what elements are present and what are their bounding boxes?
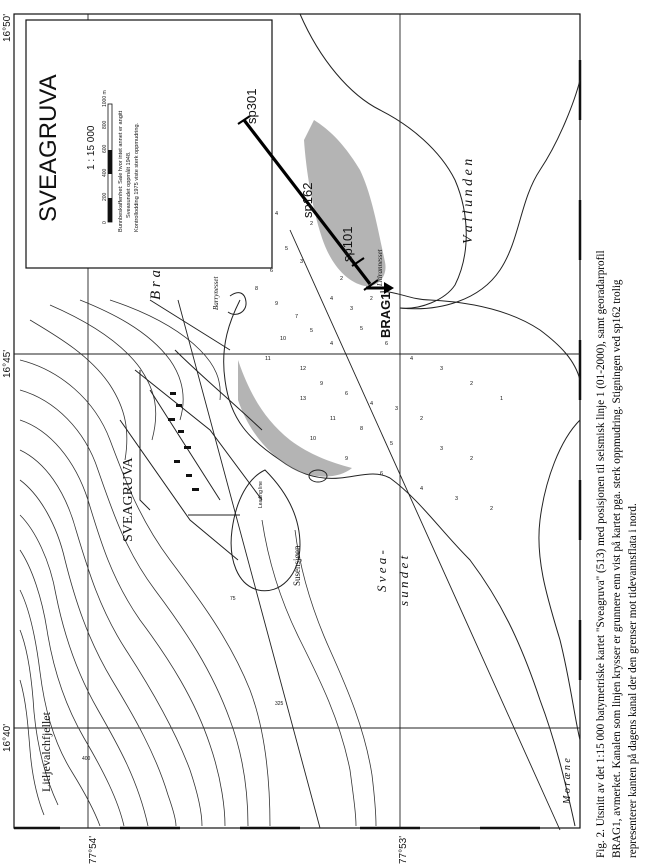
- svg-text:400: 400: [82, 756, 91, 762]
- scale-tick-400: 400: [102, 168, 108, 177]
- svg-text:5: 5: [360, 326, 364, 332]
- label-susensjoen: Susensjøen: [292, 545, 302, 586]
- caption-line-3: representerer kanten på dagens kanal der den grenser mot tidevannsflata i nord.: [627, 503, 639, 858]
- title-box: [26, 20, 272, 268]
- label-svea-2: s u n d e t: [396, 555, 411, 606]
- svg-text:10: 10: [310, 436, 317, 442]
- map-title: SVEAGRUVA: [35, 74, 62, 222]
- svg-text:11: 11: [265, 356, 271, 362]
- label-sp101: sp101: [340, 226, 355, 262]
- label-barrynesset: Barrynesset: [212, 276, 220, 310]
- svg-text:3: 3: [300, 259, 304, 265]
- coord-16-50: 16°50': [2, 13, 13, 42]
- label-sveagruva-map: SVEAGRUVA: [121, 457, 136, 542]
- scale-tick-0: 0: [102, 221, 108, 224]
- coord-16-40: 16°40': [2, 723, 13, 752]
- svg-text:9: 9: [320, 381, 324, 387]
- svg-text:2: 2: [370, 296, 373, 302]
- svg-text:2: 2: [470, 381, 474, 387]
- svg-text:5: 5: [285, 246, 289, 252]
- label-sp162: sp162: [300, 182, 315, 218]
- label-vallunden: V a l l u n d e n: [461, 158, 476, 244]
- svg-text:11: 11: [330, 416, 336, 422]
- caption-line-1: Fig. 2. Utsnitt av det 1:15 000 batymetriske kartet "Sveagruva" (513) med posisjonen til seismisk linje 1 (01-2000), samt georadarprofil: [595, 250, 607, 858]
- svg-text:1: 1: [500, 396, 504, 402]
- svg-text:9: 9: [275, 301, 279, 307]
- svg-text:4: 4: [330, 296, 334, 302]
- svg-text:3: 3: [455, 496, 459, 502]
- scale-bar-segment: [108, 198, 112, 222]
- coord-77-54: 77°54': [88, 835, 99, 864]
- svg-text:6: 6: [380, 471, 384, 477]
- svg-text:13: 13: [300, 396, 307, 402]
- sveagruva-buildings: [168, 392, 199, 491]
- susensjoen-lake: [231, 470, 300, 591]
- svg-text:3: 3: [440, 446, 444, 452]
- title-box-frame: [26, 20, 272, 268]
- svg-text:4: 4: [420, 486, 424, 492]
- svg-text:4: 4: [275, 211, 279, 217]
- land-contours: [20, 300, 376, 826]
- svg-text:3: 3: [395, 406, 399, 412]
- svg-text:2: 2: [490, 506, 494, 512]
- svg-text:325: 325: [275, 701, 284, 707]
- svg-text:6: 6: [385, 341, 389, 347]
- scale-tick-200: 200: [102, 192, 108, 201]
- svg-text:6: 6: [270, 268, 274, 274]
- label-leading-line: Leading line: [258, 481, 264, 508]
- label-sp301: sp301: [244, 88, 259, 124]
- sveagruva-roads: [120, 300, 262, 560]
- svg-text:12: 12: [300, 366, 307, 372]
- figure-caption: [595, 250, 639, 858]
- leading-lines: [178, 230, 560, 830]
- scale-tick-800: 800: [102, 120, 108, 129]
- label-litljevalchfjellet: Litljevalchfjellet: [39, 712, 53, 792]
- label-moraene: M o r æ n e: [562, 758, 573, 804]
- title-note-2: Sveasundet oppmålt 1948.: [126, 151, 132, 218]
- scale-tick-1000: 1000 m: [102, 90, 108, 107]
- title-note-3: Kontrollodding 1975 viste sterk oppmudring.: [134, 122, 140, 232]
- svg-text:2: 2: [470, 456, 474, 462]
- label-svea-1: S v e a -: [374, 550, 389, 592]
- svg-text:8: 8: [255, 286, 259, 292]
- svg-text:4: 4: [370, 401, 374, 407]
- svg-text:3: 3: [440, 366, 444, 372]
- svg-text:2: 2: [310, 221, 314, 227]
- svg-text:5: 5: [310, 328, 314, 334]
- svg-text:4: 4: [330, 341, 334, 347]
- svg-text:2: 2: [340, 276, 344, 282]
- map-scale: 1 : 15 000: [86, 125, 97, 170]
- coord-16-45: 16°45': [2, 349, 13, 378]
- svg-text:3: 3: [350, 306, 354, 312]
- svg-text:10: 10: [280, 336, 287, 342]
- svg-text:9: 9: [345, 456, 349, 462]
- svg-text:75: 75: [230, 596, 236, 602]
- svg-text:8: 8: [360, 426, 364, 432]
- georadar-profile: [366, 282, 394, 338]
- svg-text:6: 6: [345, 391, 349, 397]
- svg-text:4: 4: [410, 356, 414, 362]
- title-note-1: Bunnbeskaffenhet: Sale hvor intet annet er angitt: [118, 110, 124, 232]
- svg-text:5: 5: [390, 441, 394, 447]
- label-brag1: BRAG1: [378, 292, 393, 338]
- svg-text:7: 7: [295, 314, 299, 320]
- caption-line-2: BRAG1, avmerket. Kanalen som linjen krysser er grunnere enn vist på kartet pga. sterk oppmudring. Stigningen ved sp162 trolig: [611, 279, 623, 858]
- coord-77-53: 77°53': [398, 835, 409, 864]
- svg-text:2: 2: [420, 416, 424, 422]
- label-litlranneset: Litlrannesset: [376, 249, 384, 286]
- scale-bar-segment: [108, 150, 112, 174]
- scale-tick-600: 600: [102, 144, 108, 153]
